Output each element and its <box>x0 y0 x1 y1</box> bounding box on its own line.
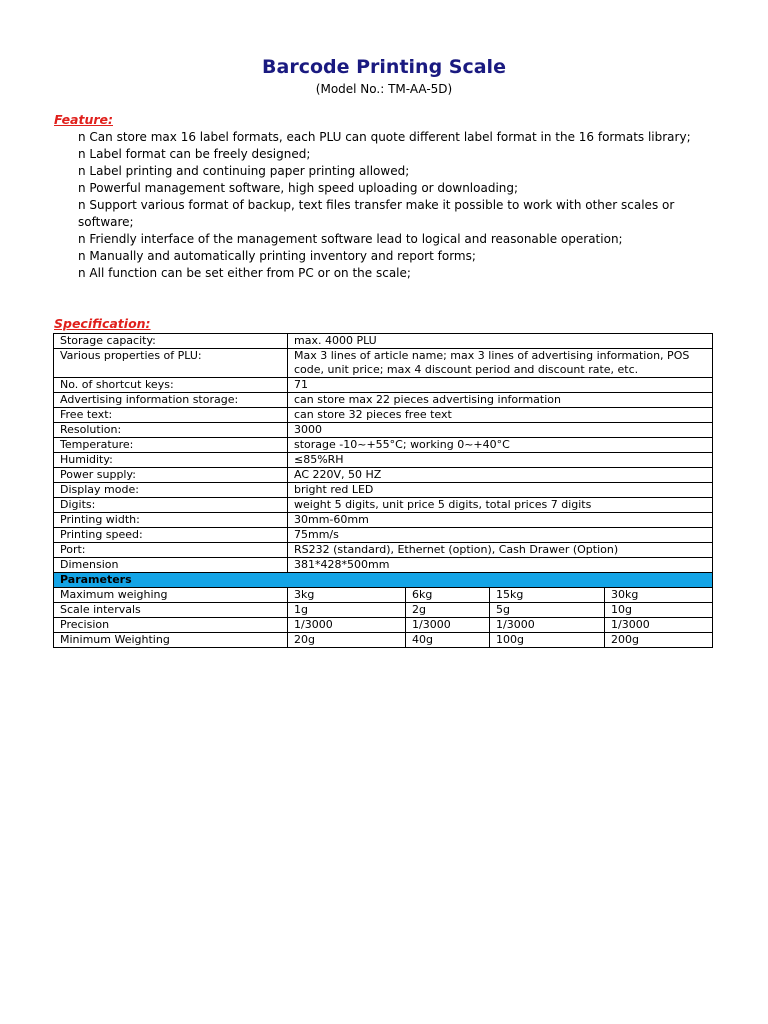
param-value: 1/3000 <box>406 618 490 633</box>
spec-value: can store 32 pieces free text <box>288 408 713 423</box>
spec-label: Temperature: <box>54 438 288 453</box>
feature-item: n Powerful management software, high speed uploading or downloading; <box>78 181 519 195</box>
table-row <box>54 438 713 453</box>
table-row <box>54 513 713 528</box>
param-value: 30kg <box>605 588 713 603</box>
spec-label: Humidity: <box>54 453 288 468</box>
spec-value: max. 4000 PLU <box>288 334 713 349</box>
param-value: 1g <box>288 603 406 618</box>
spec-label: Resolution: <box>54 423 288 438</box>
param-label: Maximum weighing <box>54 588 288 603</box>
feature-item: n Label format can be freely designed; <box>78 147 311 161</box>
spec-value: 75mm/s <box>288 528 713 543</box>
spec-label: Printing width: <box>54 513 288 528</box>
spec-value: RS232 (standard), Ethernet (option), Cash Drawer (Option) <box>288 543 713 558</box>
model-number: (Model No.: TM-AA-5D) <box>315 82 453 96</box>
param-value: 5g <box>490 603 605 618</box>
parameters-heading: Parameters <box>54 573 713 588</box>
param-value: 20g <box>288 633 406 648</box>
spec-value: weight 5 digits, unit price 5 digits, total prices 7 digits <box>288 498 713 513</box>
param-value: 1/3000 <box>490 618 605 633</box>
param-value: 2g <box>406 603 490 618</box>
table-row <box>54 378 713 393</box>
spec-label: Dimension <box>54 558 288 573</box>
param-value: 100g <box>490 633 605 648</box>
param-value: 200g <box>605 633 713 648</box>
table-row <box>54 543 713 558</box>
spec-value: ≤85%RH <box>288 453 713 468</box>
table-row <box>54 528 713 543</box>
spec-label: Power supply: <box>54 468 288 483</box>
spec-label: Various properties of PLU: <box>54 349 288 378</box>
feature-item: n Support various format of backup, text files transfer make it possible to work with other scales or software; <box>78 198 675 229</box>
param-label: Scale intervals <box>54 603 288 618</box>
spec-label: No. of shortcut keys: <box>54 378 288 393</box>
table-row <box>54 633 713 648</box>
spec-label: Free text: <box>54 408 288 423</box>
table-row <box>54 498 713 513</box>
param-value: 6kg <box>406 588 490 603</box>
feature-item: n Can store max 16 label formats, each PLU can quote different label format in the 16 formats library; <box>78 130 691 144</box>
param-label: Minimum Weighting <box>54 633 288 648</box>
table-row <box>54 393 713 408</box>
spec-value: Max 3 lines of article name; max 3 lines of advertising information, POS code, unit price; max 4 discount period and discount rate, etc. <box>288 349 713 378</box>
feature-item: n Manually and automatically printing inventory and report forms; <box>78 249 476 263</box>
param-label: Precision <box>54 618 288 633</box>
param-value: 10g <box>605 603 713 618</box>
table-row <box>54 453 713 468</box>
spec-value: storage -10~+55°C; working 0~+40°C <box>288 438 713 453</box>
param-value: 1/3000 <box>605 618 713 633</box>
table-row <box>54 468 713 483</box>
table-row <box>54 349 713 378</box>
feature-item: n Friendly interface of the management software lead to logical and reasonable operation; <box>78 232 623 246</box>
specification-heading: Specification: <box>54 316 151 331</box>
table-row <box>54 408 713 423</box>
spec-value: 71 <box>288 378 713 393</box>
spec-label: Digits: <box>54 498 288 513</box>
spec-label: Storage capacity: <box>54 334 288 349</box>
feature-list <box>78 129 728 282</box>
table-row <box>54 483 713 498</box>
param-value: 3kg <box>288 588 406 603</box>
spec-label: Display mode: <box>54 483 288 498</box>
spec-value: AC 220V, 50 HZ <box>288 468 713 483</box>
table-row <box>54 588 713 603</box>
table-row <box>54 618 713 633</box>
spec-value: 381*428*500mm <box>288 558 713 573</box>
table-row <box>54 558 713 573</box>
spec-value: can store max 22 pieces advertising information <box>288 393 713 408</box>
spec-value: 3000 <box>288 423 713 438</box>
feature-heading: Feature: <box>54 112 113 127</box>
spec-value: 30mm-60mm <box>288 513 713 528</box>
feature-item: n All function can be set either from PC or on the scale; <box>78 266 411 280</box>
spec-label: Advertising information storage: <box>54 393 288 408</box>
spec-label: Printing speed: <box>54 528 288 543</box>
spec-value: bright red LED <box>288 483 713 498</box>
specification-table <box>53 333 713 648</box>
table-row <box>54 423 713 438</box>
feature-item: n Label printing and continuing paper printing allowed; <box>78 164 410 178</box>
param-value: 40g <box>406 633 490 648</box>
parameters-header-row <box>54 573 713 588</box>
param-value: 15kg <box>490 588 605 603</box>
table-row <box>54 603 713 618</box>
param-value: 1/3000 <box>288 618 406 633</box>
page-title: Barcode Printing Scale <box>262 56 506 78</box>
spec-label: Port: <box>54 543 288 558</box>
table-row <box>54 334 713 349</box>
